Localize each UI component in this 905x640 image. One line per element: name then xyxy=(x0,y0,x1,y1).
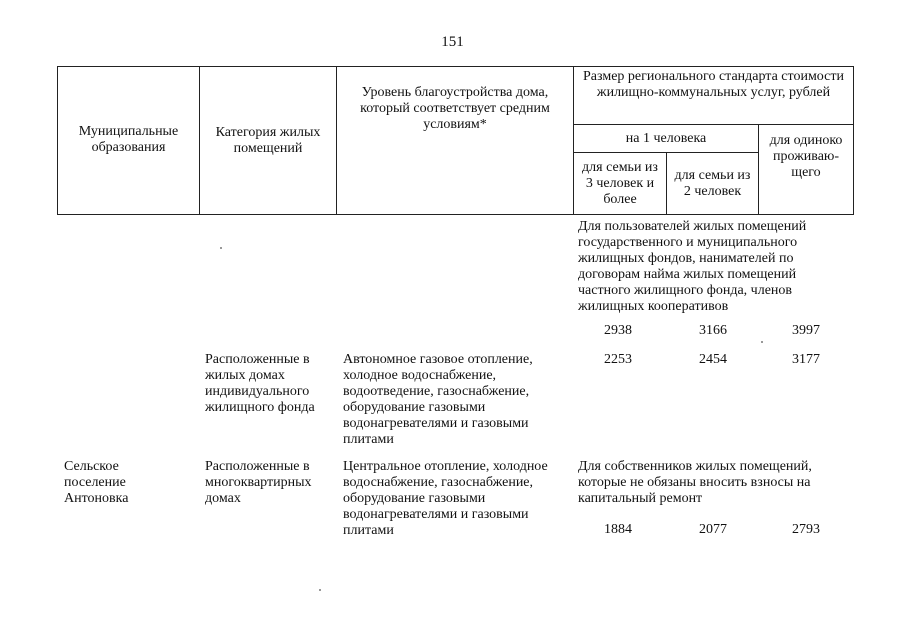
block2-value-family2: 2454 xyxy=(699,352,727,367)
block2-level: Автономное газовое отопление, холодное водоснабжение, водоотведение, газоснабжение, оборудование газовыми водонагревателями и газовыми плитами xyxy=(343,352,533,447)
header-standard-size: Размер регионального стандарта стоимости жилищно-коммунальных услуг, рублей xyxy=(574,67,854,125)
block1-note: Для пользователей жилых помещений государственного и муниципального жилищных фондов, нанимателей по договорам найма жилых помещений частного жилищного фонда, членов жилищных кооперативов xyxy=(578,219,807,314)
header-single: для одиноко проживаю-щего xyxy=(759,125,854,215)
block3-level: Центральное отопление, холодное водоснабжение, газоснабжение, оборудование газовыми водонагревателями и газовыми плитами xyxy=(343,459,548,538)
header-family-3: для семьи из 3 человек и более xyxy=(574,153,667,215)
scan-speck xyxy=(761,341,763,343)
header-family-2: для семьи из 2 человек xyxy=(667,153,759,215)
block3-municipality: Сельское поселение Антоновка xyxy=(64,459,129,506)
block3-category: Расположенные в многоквартирных домах xyxy=(205,459,312,506)
block2-category: Расположенные в жилых домах индивидуального жилищного фонда xyxy=(205,352,315,415)
block1-value-family3: 2938 xyxy=(604,323,632,338)
header-per-person: на 1 человека xyxy=(574,125,759,153)
block3-value-single: 2793 xyxy=(792,522,820,537)
header-municipality: Муниципальные образования xyxy=(58,67,200,215)
scan-speck xyxy=(319,589,321,591)
block3-value-family2: 2077 xyxy=(699,522,727,537)
page-number: 151 xyxy=(441,34,464,50)
block1-value-family2: 3166 xyxy=(699,323,727,338)
block3-value-family3: 1884 xyxy=(604,522,632,537)
scan-speck xyxy=(220,247,222,249)
block3-note: Для собственников жилых помещений, которые не обязаны вносить взносы на капитальный ремонт xyxy=(578,459,812,506)
block2-value-family3: 2253 xyxy=(604,352,632,367)
header-level: Уровень благоустройства дома, который соответствует средним условиям* xyxy=(337,67,574,215)
header-category: Категория жилых помещений xyxy=(200,67,337,215)
header-table xyxy=(57,66,854,215)
block2-value-single: 3177 xyxy=(792,352,820,367)
block1-value-single: 3997 xyxy=(792,323,820,338)
